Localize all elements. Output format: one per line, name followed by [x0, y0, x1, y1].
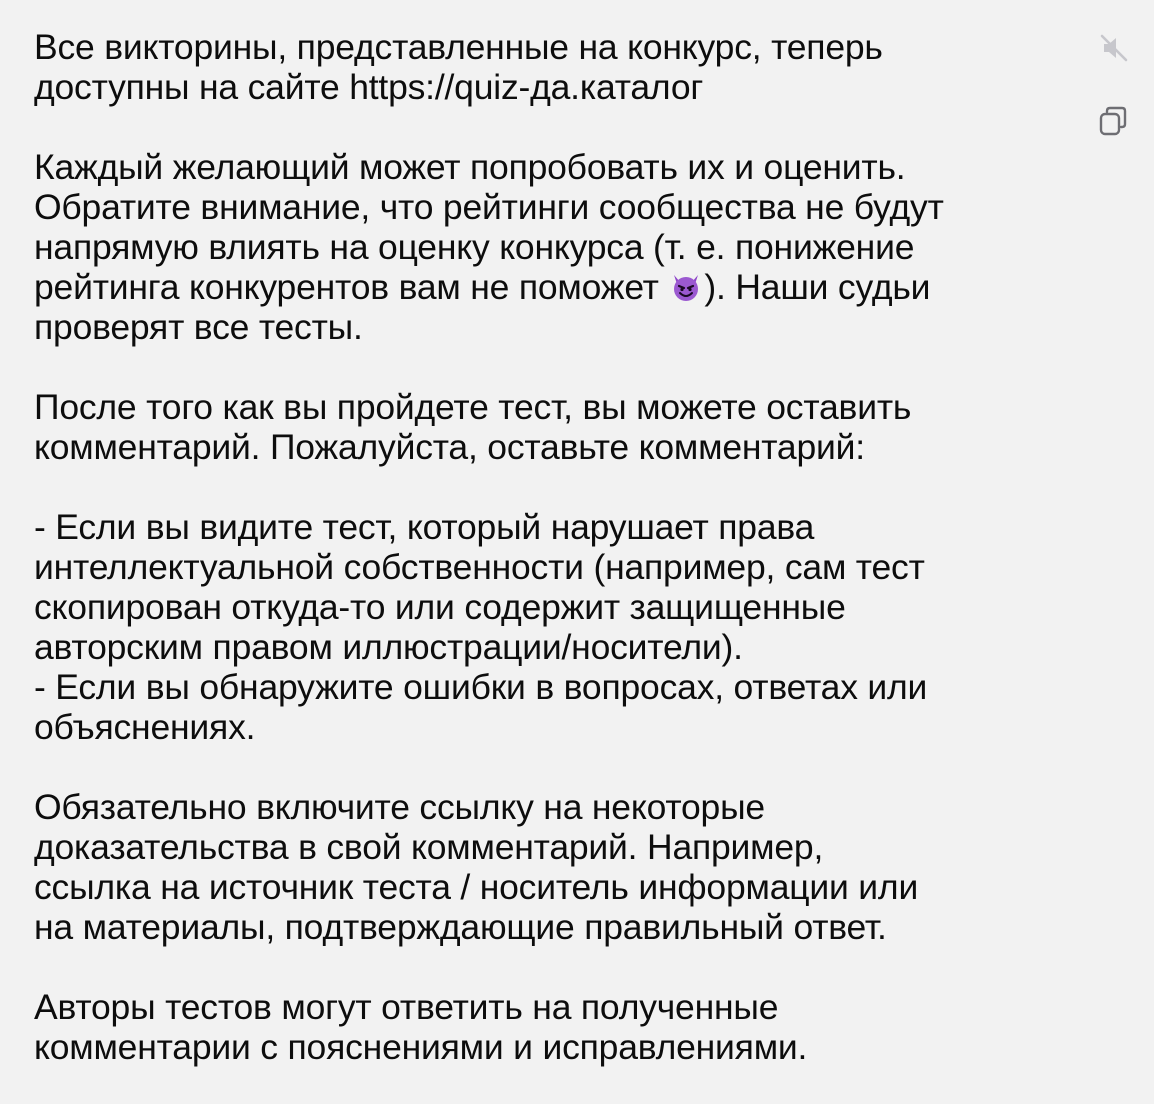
copy-icon[interactable] [1094, 101, 1134, 141]
intro-paragraph: Все викторины, представленные на конкурс, теперь доступны на сайте https://quiz-да.каталог [34, 27, 883, 107]
rating-text-before: Каждый желающий может попробовать их и оценить. Обратите внимание, что рейтинги сообщества не будут напрямую влиять на оценку конкурса (т. е. понижение рейтинга конкурентов вам не поможет [34, 147, 944, 307]
evidence-paragraph: Обязательно включите ссылку на некоторые доказательства в свой комментарий. Например, ссылка на источник теста / носитель информации или на материалы, подтверждающие правильный ответ. [34, 787, 919, 947]
authors-paragraph: Авторы тестов могут ответить на полученные комментарии с пояснениями и исправлениями. [34, 987, 808, 1067]
comment-cases-paragraph: - Если вы видите тест, который нарушает права интеллектуальной собственности (например, сам тест скопирован откуда-то или содержит защищенные авторским правом иллюстрации/носители). - Если вы обнаружите ошибки в вопросах, ответах или объяснениях. [34, 507, 928, 747]
rating-text-after: ). Наши судьи проверят все тесты. [34, 267, 931, 347]
message-text [34, 27, 1104, 1067]
comment-intro-paragraph: После того как вы пройдете тест, вы можете оставить комментарий. Пожалуйста, оставьте комментарий: [34, 387, 912, 467]
smiling-devil-emoji [670, 271, 702, 303]
rating-paragraph [34, 147, 1104, 347]
muted-speaker-icon[interactable] [1094, 28, 1134, 68]
